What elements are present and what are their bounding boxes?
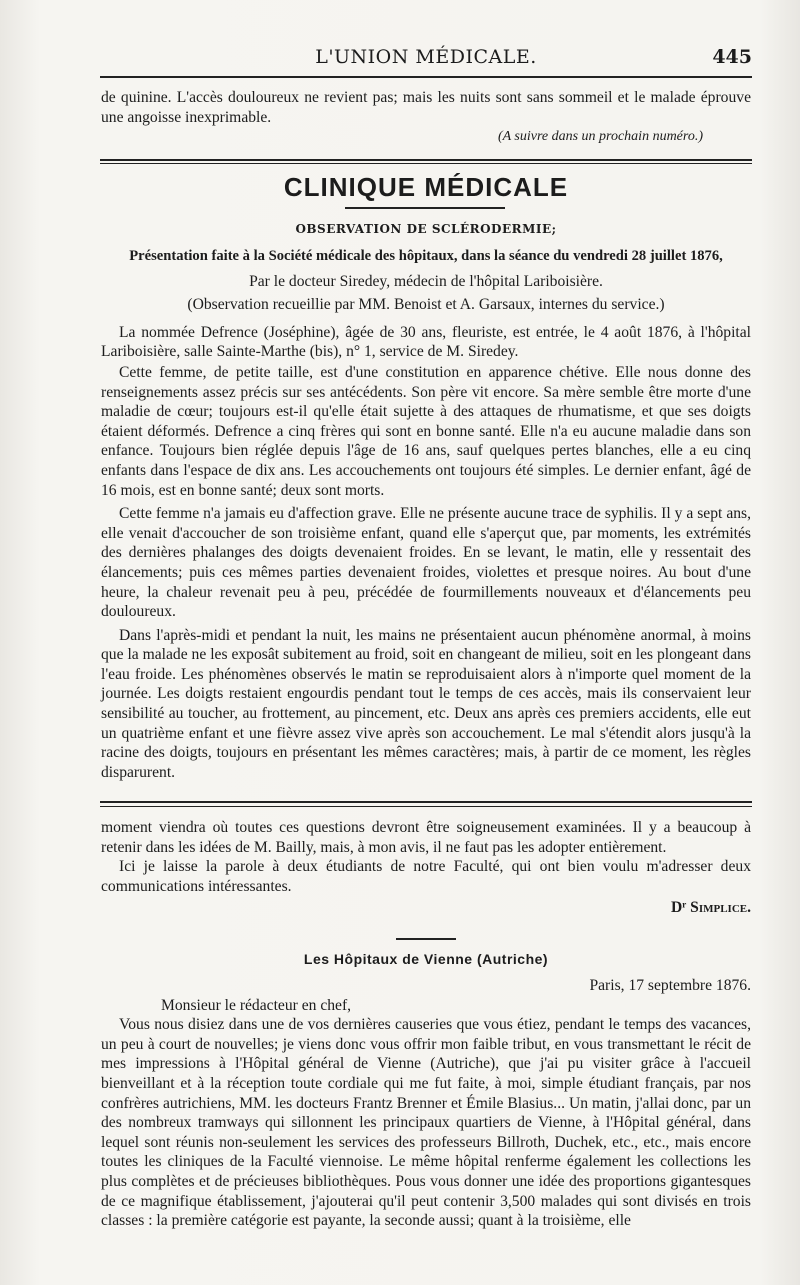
to-follow-note: (A suivre dans un prochain numéro.) (497, 129, 703, 145)
feuilleton-rule-2 (100, 806, 752, 807)
collected-line: (Observation recueillie par MM. Benoist et A. Garsaux, internes du service.) (187, 296, 665, 314)
observation-title: OBSERVATION DE SCLÉRODERMIE; (295, 222, 557, 236)
date-line: Paris, 17 septembre 1876. (589, 977, 751, 994)
letter-text (101, 976, 751, 1231)
title-underline (345, 207, 505, 209)
page-number: 445 (712, 46, 752, 68)
page-header (100, 42, 752, 72)
feuilleton-paragraph: Ici je laisse la parole à deux étudiants de notre Faculté, qui ont bien voulu m'adresser deux communications intéressantes. (101, 858, 751, 895)
letter-paragraph: Vous nous disiez dans une de vos dernières causeries que vous étiez, pendant le temps des vacances, un peu à court de nouvelles; je viens donc vous offrir mon faible tribut, en vous transmettant le récit de mes impressions à l'Hôpital général de Vienne (Autriche), que j'ai pu visiter grâce à l'accueil bienveillant et à la réception toute cordiale qui me fut faite, à moi, simple étudiant français, par nos confrères autrichiens, MM. les docteurs Frantz Brenner et Émile Blasius... Un matin, j'allai donc, par un des nombreux tramways qui sillonnent les principaux quartiers de Vienne, à l'Hôpital général, dans lequel sont réunis non-seulement les services des professeurs Billroth, Duchek, etc., etc., mais encore toutes les cliniques de la Faculté viennoise. Le même hôpital renferme également les collections les plus complètes et de précieuses bibliothèques. Pous vous donner une idée des proportions gigantesques de ce magnifique établissement, j'ajouterai qu'il peut contenir 3,500 malades qui sont divisés en trois classes : la première catégorie est payante, la seconde aussi; quant à la troisième, elle (101, 1016, 751, 1230)
paragraph-onset: Cette femme n'a jamais eu d'affection grave. Elle ne présente aucune trace de syphilis. Il y a sept ans, elle venait d'accoucher de son troisième enfant, quand elle s'aperçut que, par moments, les extrémités des dernières phalanges des doigts devenaient froides. En se levant, le matin, elle y ressentait des élancements; puis ces mêmes parties devenaient froides, violettes et presque noires. Au bout d'une heure, la chaleur revenait peu à peu, précédée de fourmillements nouveaux et d'élancements peu douloureux. (101, 505, 751, 621)
author-line: Par le docteur Siredey, médecin de l'hôpital Lariboisière. (249, 272, 603, 290)
separator-dash (396, 938, 456, 940)
section-title: CLINIQUE MÉDICALE (283, 172, 569, 202)
header-rule (100, 76, 752, 78)
paragraph-history: Cette femme, de petite taille, est d'une constitution en apparence chétive. Elle nous donne des renseignements assez précis sur ses antécédents. Son père vit encore. Sa mère semble être morte d'une maladie de cœur; toujours est-il qu'elle était sujette à des attaques de rhumatisme, et que ses doigts étaient déformés. Defrence a cinq frères qui sont en bonne santé. Elle n'a eu aucune maladie dans son enfance. Toujours bien réglée depuis l'âge de 16 ans, sauf quelques pertes blanches, elle a eu cinq enfants dans l'espace de dix ans. Les accouchements ont toujours été simples. Le dernier enfant, âgé de 16 mois, est en bonne santé; deux sont morts. (101, 363, 751, 499)
clinical-text (101, 247, 751, 782)
feuilleton-text (101, 818, 751, 918)
journal-title: L'UNION MÉDICALE. (315, 46, 537, 68)
section-rule-top (100, 159, 752, 161)
section-rule-top-2 (100, 163, 752, 164)
feuilleton-rule (100, 801, 752, 803)
intro-paragraph: de quinine. L'accès douloureux ne revient pas; mais les nuits sont sans sommeil et le malade éprouve une angoisse inexprimable. (101, 89, 751, 126)
presentation-line: Présentation faite à la Société médicale des hôpitaux, dans la séance du vendredi 28 juillet 1876, (129, 248, 723, 264)
salutation: Monsieur le rédacteur en chef, (161, 996, 352, 1014)
signature: Dʳ Simplice. (671, 899, 751, 917)
intro-text (101, 88, 751, 147)
paragraph-patient: La nommée Defrence (Joséphine), âgée de 30 ans, fleuriste, est entrée, le 4 août 1876, à l'hôpital Lariboisière, salle Sainte-Marthe (bis), n° 1, service de M. Siredey. (101, 323, 751, 361)
article-title: Les Hôpitaux de Vienne (Autriche) (303, 951, 549, 967)
paragraph-evolution: Dans l'après-midi et pendant la nuit, les mains ne présentaient aucun phénomène anormal, à moins que la malade ne les exposât subitement au froid, soit en changeant de milieu, soit en les plongeant dans l'eau froide. Les phénomènes observés le matin se reproduisaient alors à n'importe quel moment de la journée. Les doigts restaient engourdis pendant tout le temps de ces accès, mais ils conservaient leur sensibilité au toucher, au frottement, au pincement, etc. Deux ans après ces premiers accidents, elle eut un quatrième enfant et une fièvre assez vive après son accouchement. Le mal s'étendit alors jusqu'à la racine des doigts, toujours en présentant les mêmes caractères; mais, à partir de ce moment, les règles disparurent. (101, 626, 751, 781)
feuilleton-paragraph: moment viendra où toutes ces questions devront être soigneusement examinées. Il y a beaucoup à retenir dans les idées de M. Bailly, mais, à mon avis, il ne faut pas les adopter entièrement. (101, 819, 751, 856)
